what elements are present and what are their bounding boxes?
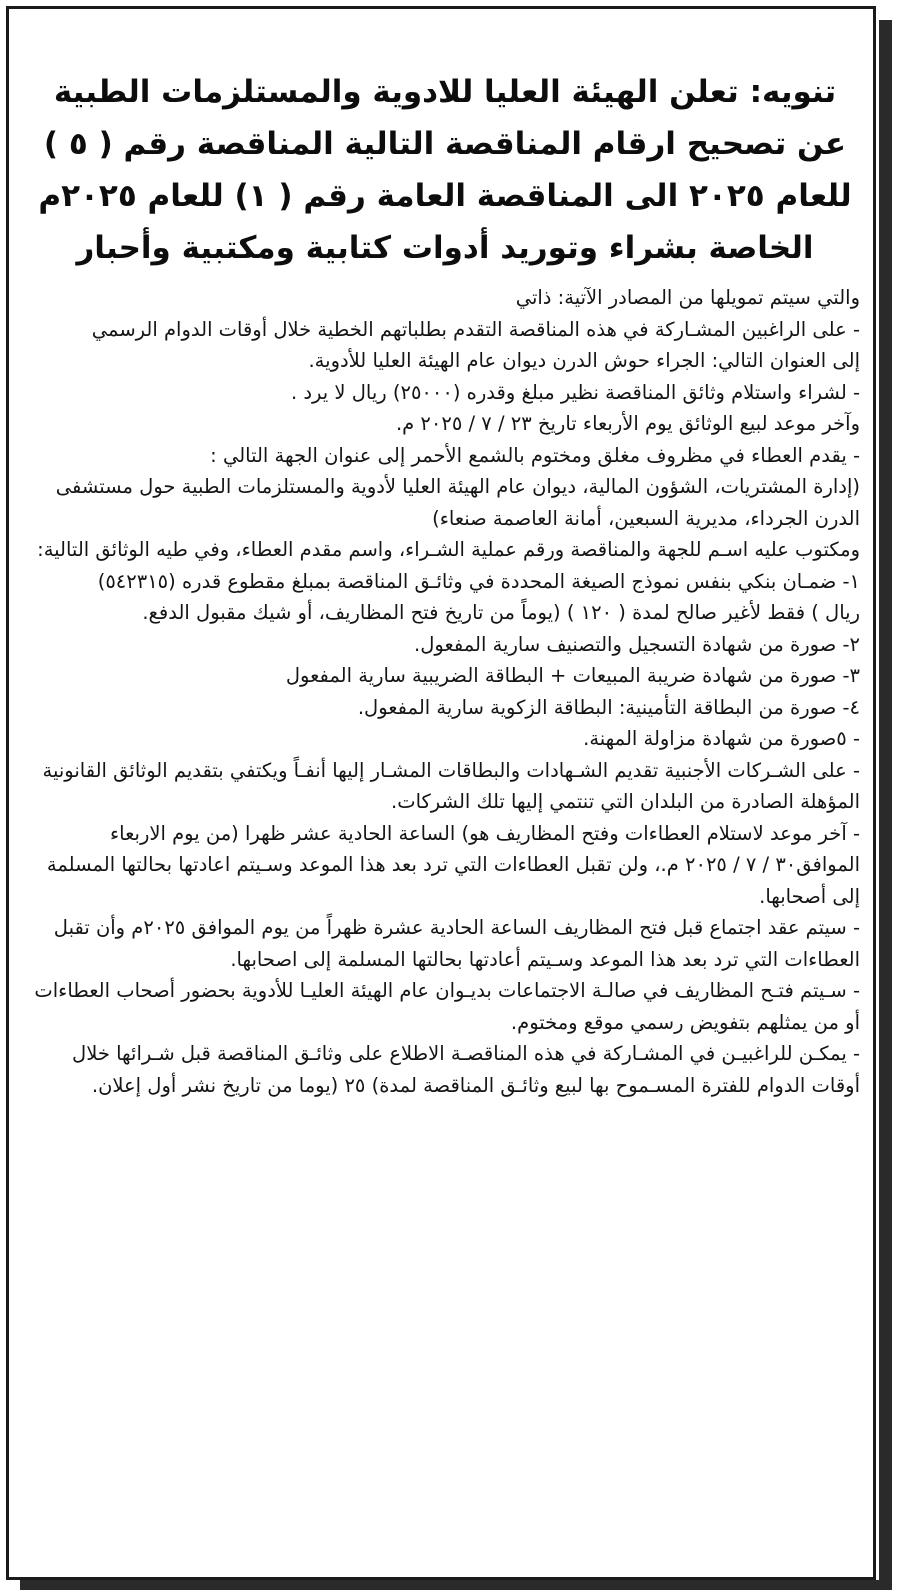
notice-paragraph: والتي سيتم تمويلها من المصادر الآتية: ذاتي: [515, 286, 860, 309]
notice-paragraph: - لشراء واستلام وثائق المناقصة نظير مبلغ وقدره (٢٥٠٠٠) ريال لا يرد .: [290, 380, 860, 404]
frame-shadow-right: [879, 20, 892, 1588]
notice-paragraph: ٣- صورة من شهادة ضريبة المبيعات + البطاقة الضريبية سارية المفعول: [285, 664, 860, 687]
notice-paragraph: - على الشـركات الأجنبية تقديم الشـهادات والبطاقات المشـار إليها أنفـاً ويكتفي بتقديم الوثائق القانونية المؤهلة الصادرة من البلدان التي تنتمي إليها تلك الشركات.: [42, 758, 860, 813]
notice-paragraph: - يقدم العطاء في مظروف مغلق ومختوم بالشمع الأحمر إلى عنوان الجهة التالي :: [210, 443, 860, 467]
frame-shadow-bottom: [20, 1580, 892, 1590]
notice-paragraph: ١- ضمـان بنكي بنفس نموذج الصيغة المحددة في وثائـق المناقصة بمبلغ مقطوع قدره (٥٤٢٣١٥): [97, 569, 860, 593]
notice-paragraph: إلى العنوان التالي: الجراء حوش الدرن ديوان عام الهيئة العليا للأدوية.: [308, 349, 860, 372]
notice-paragraph: - ٥صورة من شهادة مزاولة المهنة.: [583, 727, 860, 750]
notice-paragraph: ٤- صورة من البطاقة التأمينية: البطاقة الزكوية سارية المفعول.: [357, 695, 860, 719]
notice-paragraph: - على الراغبين المشـاركة في هذه المناقصة التقدم بطلباتهم الخطية خلال أوقات الدوام الرسمي: [91, 317, 860, 341]
notice-paragraph: - سـيتم فتـح المظاريف في صالـة الاجتماعات بديـوان عام الهيئة العليـا للأدوية بحضور أصحاب العطاءات أو من يمثلهم بتفويض رسمي موقع ومختوم.: [34, 979, 860, 1034]
notice-paragraph: وآخر موعد لبيع الوثائق يوم الأربعاء تاريخ ٢٣ / ٧ / ٢٠٢٥ م.: [395, 412, 860, 435]
notice-paragraph: - يمكـن للراغبيـن في المشـاركة في هذه المناقصـة الاطلاع على وثائـق المناقصة قبل شـرائها خلال أوقات الدوام للفترة المسـموح بها لبيع وثائـق المناقصة لمدة) ٢٥ (يوما من تاريخ نشر أول إعلان.: [72, 1042, 860, 1097]
notice-content: [30, 66, 860, 1101]
notice-paragraph: ٢- صورة من شهادة التسجيل والتصنيف سارية المفعول.: [414, 632, 860, 656]
notice-paragraph: ومكتوب عليه اسـم للجهة والمناقصة ورقم عملية الشـراء، واسم مقدم العطاء، وفي طيه الوثائق التالية:: [37, 538, 860, 561]
notice-paragraph: - سيتم عقد اجتماع قبل فتح المظاريف الساعة الحادية عشرة ظهراً من يوم الموافق ٢٠٢٥م وأن تقبل العطاءات التي ترد بعد هذا الموعد وسـيتم أعادتها بحالتها المسلمة إلى اصحابها.: [53, 916, 860, 971]
notice-headline: تنويه: تعلن الهيئة العليا للادوية والمستلزمات الطبية عن تصحيح ارقام المناقصة التالية المناقصة رقم ( ٥ ) للعام ٢٠٢٥ الى المناقصة العامة رقم ( ١) للعام ٢٠٢٥م الخاصة بشراء وتوريد أدوات كتابية ومكتبية وأحبار: [38, 74, 852, 266]
notice-paragraph: ريال ) فقط لأغير صالح لمدة ( ١٢٠ ) (يوماً من تاريخ فتح المظاريف، أو شيك مقبول الدفع.: [142, 601, 860, 624]
notice-paragraph: - آخر موعد لاستلام العطاءات وفتح المظاريف هو) الساعة الحادية عشر ظهرا (من يوم الاربعاء الموافق٣٠ / ٧ / ٢٠٢٥ م.، ولن تقبل العطاءات التي ترد بعد هذا الموعد وسـيتم اعادتها بحالتها المسلمة إلى أصحابها.: [46, 821, 860, 908]
notice-paragraph: (إدارة المشتريات، الشؤون المالية، ديوان عام الهيئة العليا لأدوية والمستلزمات الطبية حول مستشفى الدرن الجرداء، مديرية السبعين، أمانة العاصمة صنعاء): [55, 475, 860, 530]
